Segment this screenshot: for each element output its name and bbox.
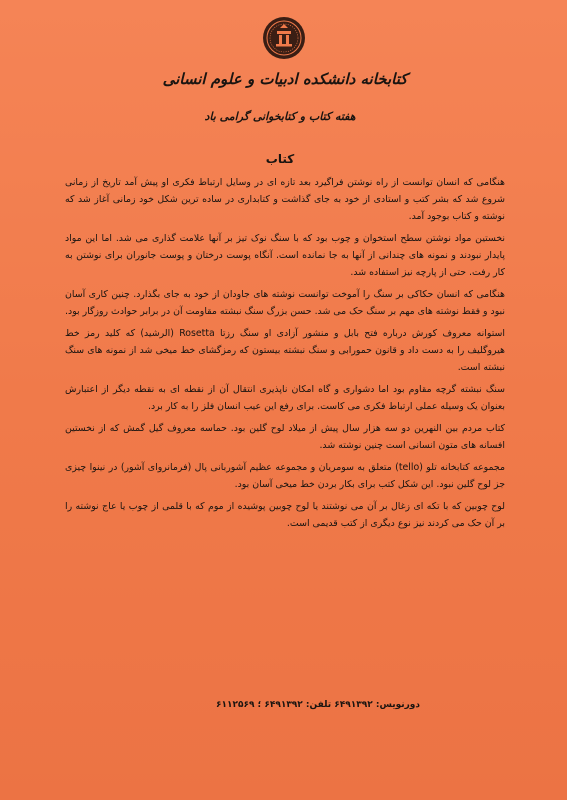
book-week-title: هفته کتاب و کتابخوانی گرامی باد <box>204 110 356 123</box>
paragraph: استوانه معروف کورش درباره فتح بابل و منشور آزادی او سنگ رزتا Rosetta (الرشید) که کلید رمز خط هیروگلیف را به دست داد و قانون حمورابی و سنگ نبشته بیستون که رمزگشای خط میخی شد از نمونه های سنگ نبشته است. <box>65 328 505 373</box>
paragraph: سنگ نبشته گرچه مقاوم بود اما دشواری و گاه امکان ناپذیری انتقال آن از نقطه ای به نقطه دیگر از اعتبارش بعنوان یک وسیله عملی ارتباط فکری می کاست. برای رفع این عیب انسان فلز را به کار برد. <box>65 384 505 412</box>
article-title: کتاب <box>265 152 295 166</box>
university-emblem-icon <box>261 14 307 64</box>
paragraph: کتاب مردم بین النهرین دو سه هزار سال پیش از میلاد لوح گلین بود. حماسه معروف گیل گمش که از نخستین افسانه های متون انسانی است چنین نوشته شد. <box>65 423 505 451</box>
paragraph: مجموعه کتابخانه تلو (tello) متعلق به سومریان و مجموعه عظیم آشوربانی پال (فرمانروای آشور) در نینوا چیزی جز لوح گلین نبود. این شکل کتب برای بکار بردن خط میخی آسان بود. <box>65 462 505 490</box>
paragraph: هنگامی که انسان حکاکی بر سنگ را آموخت توانست نوشته های جاودان از خود به جای بگذارد. چنین کاری آسان نبود و فقط نوشته های مهم بر سنگ حک می شد. حسن بزرگ سنگ نبشته مقاومت آن در برابر حوادث روزگار بود. <box>65 289 505 317</box>
paragraph: لوح چوبین که با تکه ای زغال بر آن می نوشتند یا لوح چوبین پوشیده از موم که با قلمی از چوب یا عاج نوشته را بر آن حک می کردند نیز نوع دیگری از کتب قدیمی است. <box>65 501 505 529</box>
library-name: کتابخانه دانشکده ادبیات و علوم انسانی <box>162 70 408 88</box>
paragraph: هنگامی که انسان توانست از راه نوشتن فراگیرد بعد تازه ای در وسایل ارتباط فکری او پیش آمد تاریخ از زمانی شروع شد که بشر کتب و استادی از خود به جای گذاشت و کتابداری در ساده ترین شکل خود زمانی آغاز شد که نوشته و کتاب بوجود آمد. <box>65 177 505 222</box>
article-body <box>65 174 505 537</box>
paragraph: نخستین مواد نوشتن سطح استخوان و چوب بود که با سنگ نوک تیز بر آنها علامت گذاری می شد. اما این مواد پایدار نبودند و نمونه های چندانی از آنها به جا نمانده است. آنگاه پوست درختان و پوست جانوران برای نوشتن به کار رفت. حتی از پارچه نیز استفاده شد. <box>65 233 505 278</box>
contact-footer: دورنویس: ۶۴۹۱۳۹۲ تلفن: ۶۴۹۱۳۹۲ ؛ ۶۱۱۲۵۶۹ <box>216 700 420 710</box>
